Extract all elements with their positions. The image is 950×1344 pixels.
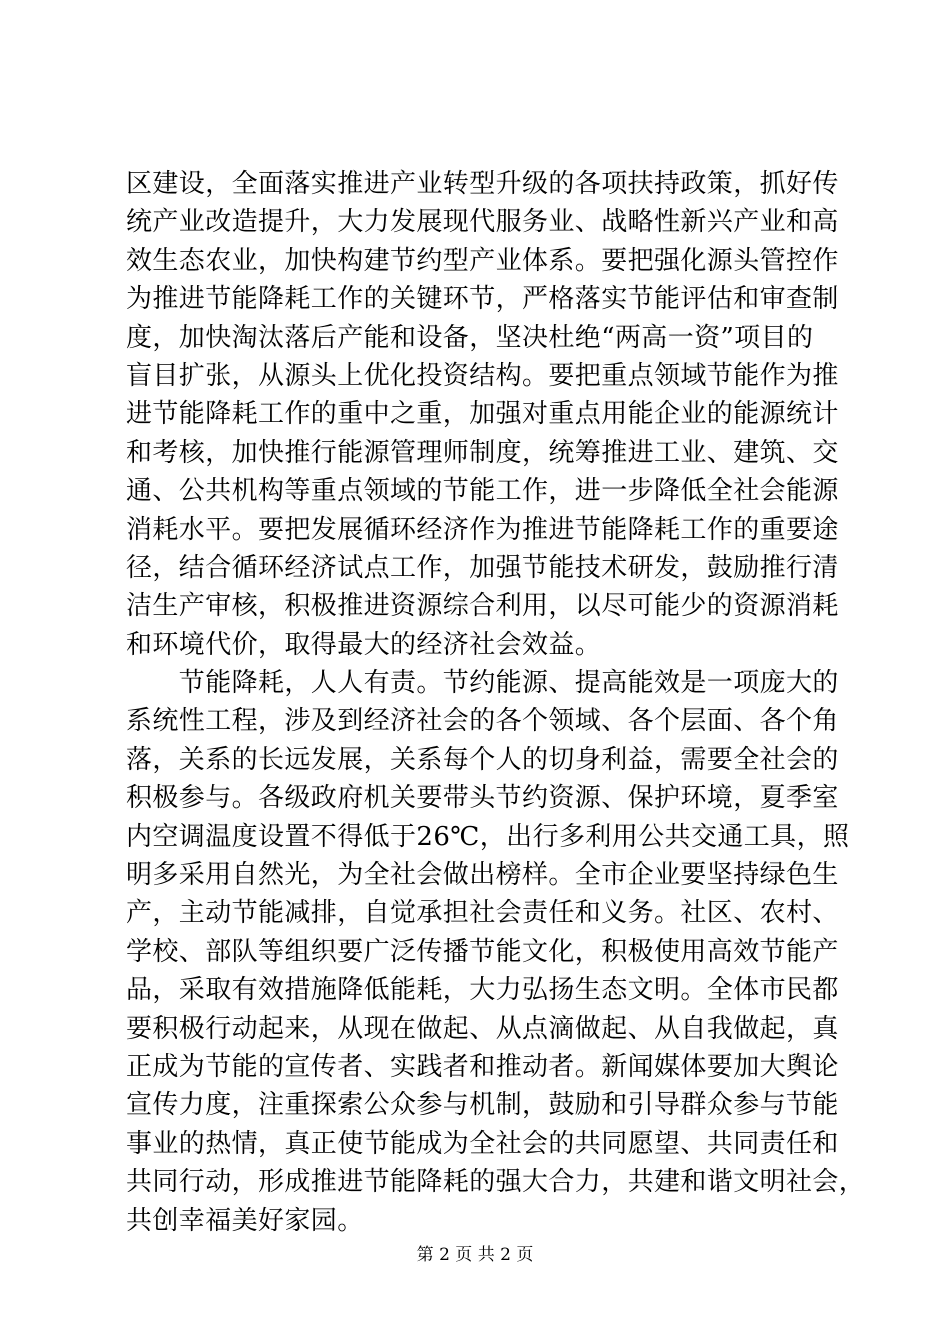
text-line: 径，结合循环经济试点工作，加强节能技术研发，鼓励推行清 (126, 552, 839, 583)
text-line: 效生态农业，加快构建节约型产业体系。要把强化源头管控作 (126, 245, 839, 276)
text-line: 共同行动，形成推进节能降耗的强大合力，共建和谐文明社会， (126, 1167, 866, 1198)
text-line: 系统性工程，涉及到经济社会的各个领域、各个层面、各个角 (126, 706, 839, 737)
text-line: 内空调温度设置不得低于26℃，出行多利用公共交通工具，照 (126, 821, 850, 852)
text-line: 落，关系的长远发展，关系每个人的切身利益，需要全社会的 (126, 744, 839, 775)
text-line: 为推进节能降耗工作的关键环节，严格落实节能评估和审查制 (126, 284, 839, 315)
text-line: 正成为节能的宣传者、实践者和推动者。新闻媒体要加大舆论 (126, 1051, 839, 1082)
text-line: 度，加快淘汰落后产能和设备，坚决杜绝“两高一资”项目的 (126, 322, 814, 353)
text-line: 通、公共机构等重点领域的节能工作，进一步降低全社会能源 (126, 476, 839, 507)
text-line: 和环境代价，取得最大的经济社会效益。 (126, 629, 602, 660)
text-line: 进节能降耗工作的重中之重，加强对重点用能企业的能源统计 (126, 399, 839, 430)
text-line: 事业的热情，真正使节能成为全社会的共同愿望、共同责任和 (126, 1128, 839, 1159)
text-line: 和考核，加快推行能源管理师制度，统筹推进工业、建筑、交 (126, 437, 839, 468)
body-text (126, 165, 866, 1240)
text-line: 节能降耗，人人有责。节约能源、提高能效是一项庞大的 (126, 668, 839, 699)
page-number-footer: 第 2 页 共 2 页 (416, 1245, 534, 1265)
text-line: 统产业改造提升，大力发展现代服务业、战略性新兴产业和高 (126, 207, 839, 238)
text-line: 洁生产审核，积极推进资源综合利用，以尽可能少的资源消耗 (126, 591, 839, 622)
text-line: 区建设，全面落实推进产业转型升级的各项扶持政策，抓好传 (126, 169, 839, 199)
text-line: 消耗水平。要把发展循环经济作为推进节能降耗工作的重要途 (126, 514, 839, 545)
text-line: 学校、部队等组织要广泛传播节能文化，积极使用高效节能产 (126, 936, 839, 967)
text-line: 积极参与。各级政府机关要带头节约资源、保护环境，夏季室 (126, 783, 839, 814)
text-line: 共创幸福美好家园。 (126, 1205, 364, 1236)
text-line: 要积极行动起来，从现在做起、从点滴做起、从自我做起，真 (126, 1013, 839, 1044)
text-line: 盲目扩张，从源头上优化投资结构。要把重点领域节能作为推 (126, 360, 839, 391)
text-line: 明多采用自然光，为全社会做出榜样。全市企业要坚持绿色生 (126, 860, 839, 891)
text-line: 宣传力度，注重探索公众参与机制，鼓励和引导群众参与节能 (126, 1090, 839, 1121)
text-line: 品，采取有效措施降低能耗，大力弘扬生态文明。全体市民都 (126, 975, 839, 1006)
text-line: 产，主动节能减排，自觉承担社会责任和义务。社区、农村、 (126, 898, 839, 929)
